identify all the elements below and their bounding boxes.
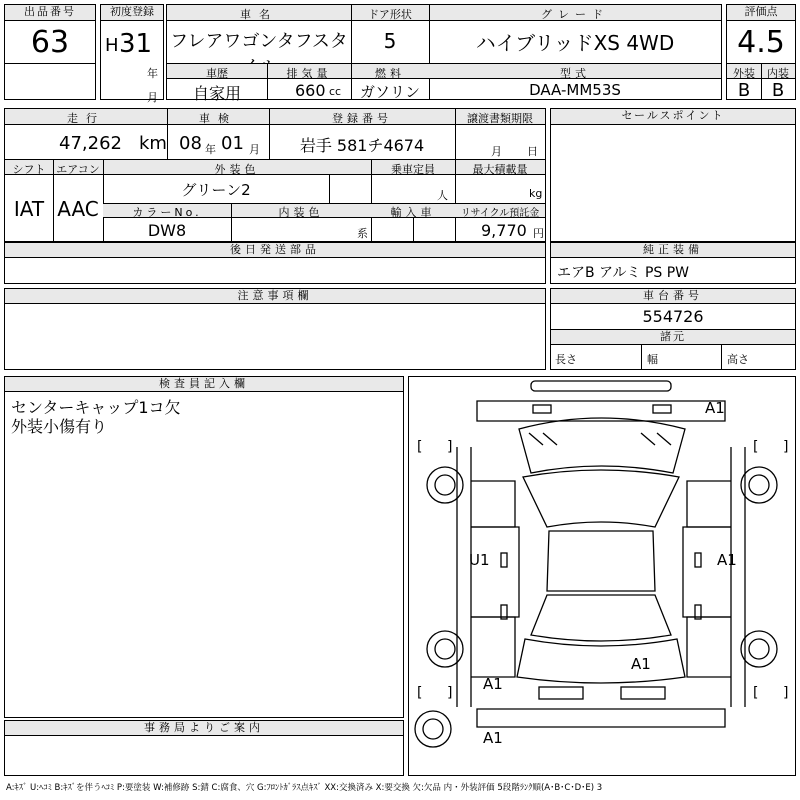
car-name-value: フレアワゴンタフスタ [170, 31, 348, 52]
mileage-unit: km [139, 133, 167, 154]
color-no-label: カラーNo. [132, 206, 202, 219]
svg-text:[: [ [417, 685, 423, 701]
mileage-label: 走行 [67, 112, 105, 125]
color-label: 外装色 [214, 163, 260, 176]
svg-text:[: [ [417, 439, 423, 455]
sales-points-label: セールスポイント [551, 109, 795, 125]
month-unit: 月 [147, 91, 158, 104]
lot-number-label: 出品番号 [5, 5, 95, 21]
color-value: グリーン2 [181, 181, 251, 199]
interior-label: 内装 [767, 67, 789, 80]
svg-text:]: ] [783, 439, 789, 455]
inspection-month: 01 [221, 133, 244, 154]
first-registration-box [100, 4, 164, 104]
history-value: 自家用 [192, 84, 241, 103]
door-type-label: ドア形状 [368, 8, 412, 21]
inspector-label: 検査員記入欄 [5, 377, 403, 392]
svg-text:]: ] [783, 685, 789, 701]
vehicle-info-box [166, 4, 722, 103]
inspector-note-1: センターキャップ1コ欠 [11, 398, 181, 417]
registration-year-value: 31 [119, 29, 153, 59]
recycle-value: 9,770 [481, 221, 527, 240]
model-value: DAA-MM53S [529, 81, 621, 99]
capacity-label: 乗車定員 [391, 163, 435, 176]
color-no-value: DW8 [147, 221, 187, 240]
plate-label: 登録番号 [332, 112, 392, 125]
ac-value: AAC [57, 197, 99, 221]
displacement-label: 排気量 [286, 67, 332, 80]
office-label: 事務局よりご案内 [5, 721, 403, 736]
length-label: 長さ [555, 353, 577, 366]
grade-value: ハイブリッドXS 4WD [475, 31, 675, 55]
score-value: 4.5 [737, 25, 785, 60]
capacity-unit: 人 [437, 189, 448, 202]
load-label: 最大積載量 [472, 163, 528, 176]
score-box [726, 4, 796, 100]
inspector-box [4, 376, 404, 718]
damage-mark-trunk: A1 [631, 655, 651, 673]
mileage-value: 47,262 [59, 133, 122, 154]
interior-color-unit: 系 [357, 227, 368, 240]
year-unit: 年 [147, 67, 158, 80]
load-unit: kg [529, 187, 543, 200]
exterior-label: 外装 [733, 67, 755, 80]
width-label: 幅 [647, 353, 658, 366]
notes-box [4, 288, 546, 370]
exterior-grade: B [737, 80, 751, 101]
svg-text:[: [ [753, 439, 759, 455]
grade-label: グレード [541, 8, 609, 21]
equipment-box [550, 242, 796, 284]
damage-mark-left-door: U1 [469, 551, 490, 569]
damage-mark-spare-wheel: A1 [483, 729, 503, 747]
sales-points-box [550, 108, 796, 242]
damage-mark-left-rear: A1 [483, 675, 503, 693]
shift-value: IAT [13, 197, 45, 221]
equipment-value: エアB アルミ PS PW [557, 265, 690, 281]
svg-text:[: [ [753, 685, 759, 701]
dimensions-label: 諸元 [551, 330, 795, 345]
fuel-label: 燃料 [375, 67, 405, 80]
score-label: 評価点 [727, 5, 795, 21]
inspection-month-unit: 月 [249, 143, 260, 156]
transfer-day: 日 [527, 145, 538, 158]
lot-number-box [4, 4, 96, 100]
first-registration-label: 初度登録 [101, 5, 163, 21]
later-parts-box [4, 242, 546, 284]
door-type-value: 5 [383, 29, 397, 53]
car-name-label: 車名 [240, 8, 278, 21]
svg-text:]: ] [447, 685, 453, 701]
recycle-label: リサイクル預託金 [460, 208, 540, 219]
ac-label: エアコン [56, 163, 100, 176]
shift-label: シフト [12, 163, 46, 176]
displacement-unit: cc [329, 85, 342, 98]
era-value: H [105, 35, 119, 56]
displacement-value: 660 [295, 81, 326, 100]
inspection-year-unit: 年 [205, 143, 216, 156]
equipment-label: 純正装備 [551, 243, 795, 258]
plate-value: 岩手 581チ4674 [299, 136, 425, 155]
lot-number-value: 63 [30, 25, 70, 60]
fuel-value: ガソリン [359, 83, 420, 101]
damage-diagram-box [408, 376, 796, 776]
svg-text:]: ] [447, 439, 453, 455]
legend-text: A:ｷｽﾞ U:ﾍｺﾐ B:ｷｽﾞを伴うﾍｺﾐ P:要塗装 W:補修跡 S:錆 C:腐食、穴 G:ﾌﾛﾝﾄｶﾞﾗｽ点ｷｽﾞ XX:交換済み X:要交換 欠:欠品 内・外装評価 5段階ﾗﾝｸ順(A･B･C･D･E) 3 [6, 783, 603, 793]
recycle-unit: 円 [533, 227, 544, 240]
car-diagram [409, 377, 795, 775]
inspection-year: 08 [179, 133, 202, 154]
chassis-label: 車台番号 [551, 289, 795, 304]
interior-color-label: 内装色 [278, 206, 324, 219]
transfer-label: 譲渡書類期限 [467, 112, 533, 125]
model-label: 型式 [560, 67, 590, 80]
inspection-label: 車検 [199, 112, 237, 125]
later-parts-label: 後日発送部品 [5, 243, 545, 258]
transfer-month: 月 [491, 145, 502, 158]
inspector-note-2: 外装小傷有り [11, 417, 108, 436]
height-label: 高さ [727, 353, 749, 366]
details-box [4, 108, 546, 242]
damage-mark-front-bumper: A1 [705, 399, 725, 417]
notes-label: 注意事項欄 [5, 289, 545, 304]
office-box [4, 720, 404, 776]
history-label: 車歴 [206, 67, 228, 80]
chassis-box [550, 288, 796, 370]
damage-mark-right-door: A1 [717, 551, 737, 569]
interior-grade: B [771, 80, 785, 101]
import-label: 輸入車 [390, 206, 436, 219]
chassis-value: 554726 [642, 307, 704, 326]
